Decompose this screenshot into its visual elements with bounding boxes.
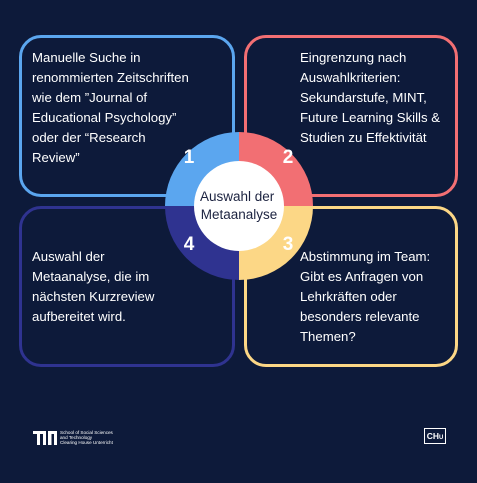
step-4-text: Auswahl der Metaanalyse, die im nächsten Kurzreview aufbereitet wird. — [32, 249, 155, 324]
center-circle — [194, 161, 284, 251]
step-number-1: 1 — [183, 147, 195, 168]
center-label: Auswahl der Metaanalyse — [199, 189, 278, 222]
tum-logo — [33, 430, 113, 446]
tum-caption: School of Social Sciences and Technology Clearing House Unterricht — [60, 430, 113, 446]
step-number-3: 3 — [282, 234, 294, 255]
tum-logo-mark — [33, 431, 57, 445]
chu-logo: CHU — [424, 428, 446, 444]
step-1-text: Manuelle Suche in renommierten Zeitschriften wie dem ”Journal of Educational Psychology” oder der “Research Review” — [32, 50, 189, 165]
step-number-2: 2 — [282, 147, 294, 168]
step-number-4: 4 — [183, 234, 195, 255]
step-2-text: Eingrenzung nach Auswahlkriterien: Sekundarstufe, MINT, Future Learning Skills & Studien zu Effektivität — [300, 50, 441, 145]
step-3-text: Abstimmung im Team: Gibt es Anfragen von Lehrkräften oder besonders relevante Themen? — [300, 249, 431, 344]
